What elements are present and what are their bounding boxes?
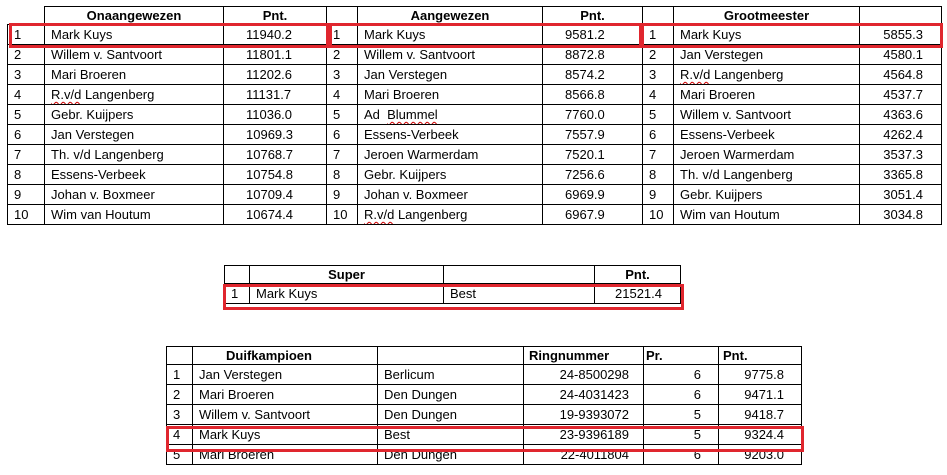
onaangewezen-pnt: 10768.7	[224, 145, 327, 165]
onaangewezen-pnt-header: Pnt.	[224, 7, 327, 25]
table-row	[8, 65, 942, 85]
onaangewezen-name: Mark Kuys	[45, 25, 224, 45]
super-table	[224, 265, 681, 304]
onaangewezen-pnt: 10754.8	[224, 165, 327, 185]
aangewezen-rank: 5	[327, 105, 358, 125]
duif-rank: 4	[167, 425, 193, 445]
aangewezen-rank: 4	[327, 85, 358, 105]
duif-ring: 24-4031423	[524, 385, 644, 405]
onaangewezen-pnt: 11131.7	[224, 85, 327, 105]
table-row	[225, 284, 681, 304]
duif-pnt: 9418.7	[719, 405, 802, 425]
aangewezen-name: Willem v. Santvoort	[358, 45, 543, 65]
duif-place: Den Dungen	[378, 445, 524, 465]
duifkampioen-header-row	[167, 347, 802, 365]
duif-name: Willem v. Santvoort	[193, 405, 378, 425]
duif-name: Mark Kuys	[193, 425, 378, 445]
super-header: Super	[250, 266, 444, 284]
grootmeester-name: Jan Verstegen	[674, 45, 860, 65]
table-row	[167, 445, 802, 465]
grootmeester-name: Jeroen Warmerdam	[674, 145, 860, 165]
aangewezen-name: Gebr. Kuijpers	[358, 165, 543, 185]
onaangewezen-pnt: 11202.6	[224, 65, 327, 85]
duif-name: Mari Broeren	[193, 385, 378, 405]
table-row	[8, 125, 942, 145]
super-pnt-header: Pnt.	[595, 266, 681, 284]
table-row	[8, 105, 942, 125]
grootmeester-header: Grootmeester	[674, 7, 860, 25]
duifkampioen-table	[166, 346, 802, 465]
table-row	[8, 85, 942, 105]
grootmeester-pnt: 4262.4	[860, 125, 942, 145]
aangewezen-name: Essens-Verbeek	[358, 125, 543, 145]
table-row	[167, 425, 802, 445]
grootmeester-pnt: 4363.6	[860, 105, 942, 125]
aangewezen-rank: 10	[327, 205, 358, 225]
super-rank: 1	[225, 284, 250, 304]
aangewezen-name: Jeroen Warmerdam	[358, 145, 543, 165]
onaangewezen-name: Willem v. Santvoort	[45, 45, 224, 65]
grootmeester-rank: 4	[643, 85, 674, 105]
grootmeester-name: Wim van Houtum	[674, 205, 860, 225]
aangewezen-name: Johan v. Boxmeer	[358, 185, 543, 205]
duif-ring: 19-9393072	[524, 405, 644, 425]
aangewezen-pnt: 7520.1	[543, 145, 643, 165]
top-header-row	[8, 7, 942, 25]
duif-ring: 23-9396189	[524, 425, 644, 445]
grootmeester-rank: 5	[643, 105, 674, 125]
aangewezen-name: R.v/d Langenberg	[358, 205, 543, 225]
onaangewezen-pnt: 11940.2	[224, 25, 327, 45]
duif-rank: 3	[167, 405, 193, 425]
onaangewezen-name: Mari Broeren	[45, 65, 224, 85]
table-row	[167, 405, 802, 425]
grootmeester-pnt: 3051.4	[860, 185, 942, 205]
onaangewezen-header: Onaangewezen	[45, 7, 224, 25]
onaangewezen-name: Johan v. Boxmeer	[45, 185, 224, 205]
onaangewezen-rank: 5	[8, 105, 45, 125]
duif-place: Berlicum	[378, 365, 524, 385]
aangewezen-name: Jan Verstegen	[358, 65, 543, 85]
aangewezen-pnt: 6969.9	[543, 185, 643, 205]
aangewezen-pnt-header: Pnt.	[543, 7, 643, 25]
duif-name: Mari Broeren	[193, 445, 378, 465]
table-row	[8, 45, 942, 65]
aangewezen-rank: 2	[327, 45, 358, 65]
pr-header: Pr.	[644, 347, 719, 365]
grootmeester-rank: 10	[643, 205, 674, 225]
onaangewezen-rank: 7	[8, 145, 45, 165]
grootmeester-pnt: 3034.8	[860, 205, 942, 225]
aangewezen-pnt: 7557.9	[543, 125, 643, 145]
onaangewezen-rank: 10	[8, 205, 45, 225]
duif-ring: 24-8500298	[524, 365, 644, 385]
aangewezen-header: Aangewezen	[358, 7, 543, 25]
aangewezen-pnt: 7760.0	[543, 105, 643, 125]
duif-rank: 5	[167, 445, 193, 465]
table-row	[8, 185, 942, 205]
onaangewezen-name: Gebr. Kuijpers	[45, 105, 224, 125]
grootmeester-name: Mari Broeren	[674, 85, 860, 105]
duif-place: Best	[378, 425, 524, 445]
grootmeester-name: Gebr. Kuijpers	[674, 185, 860, 205]
aangewezen-name: Mark Kuys	[358, 25, 543, 45]
grootmeester-rank: 2	[643, 45, 674, 65]
onaangewezen-pnt: 11036.0	[224, 105, 327, 125]
onaangewezen-rank: 6	[8, 125, 45, 145]
aangewezen-name: Mari Broeren	[358, 85, 543, 105]
aangewezen-rank: 1	[327, 25, 358, 45]
grootmeester-pnt: 4564.8	[860, 65, 942, 85]
duif-pr: 5	[644, 425, 719, 445]
grootmeester-name: Th. v/d Langenberg	[674, 165, 860, 185]
onaangewezen-rank: 3	[8, 65, 45, 85]
grootmeester-name: Mark Kuys	[674, 25, 860, 45]
grootmeester-pnt: 4537.7	[860, 85, 942, 105]
aangewezen-pnt: 9581.2	[543, 25, 643, 45]
duif-name: Jan Verstegen	[193, 365, 378, 385]
duif-place: Den Dungen	[378, 405, 524, 425]
super-pnt: 21521.4	[595, 284, 681, 304]
onaangewezen-rank: 4	[8, 85, 45, 105]
onaangewezen-rank: 1	[8, 25, 45, 45]
duif-pnt: 9203.0	[719, 445, 802, 465]
table-row	[8, 25, 942, 45]
duif-pnt: 9471.1	[719, 385, 802, 405]
duif-place: Den Dungen	[378, 385, 524, 405]
top-rankings-table	[7, 6, 942, 225]
duif-pnt-header: Pnt.	[719, 347, 802, 365]
onaangewezen-name: Jan Verstegen	[45, 125, 224, 145]
aangewezen-pnt: 7256.6	[543, 165, 643, 185]
duif-pnt: 9775.8	[719, 365, 802, 385]
duifkampioen-header: Duifkampioen	[193, 347, 378, 365]
onaangewezen-name: Th. v/d Langenberg	[45, 145, 224, 165]
table-row	[167, 385, 802, 405]
grootmeester-rank: 3	[643, 65, 674, 85]
grootmeester-name: Essens-Verbeek	[674, 125, 860, 145]
grootmeester-rank: 7	[643, 145, 674, 165]
onaangewezen-name: R.v/d Langenberg	[45, 85, 224, 105]
ring-header: Ringnummer	[524, 347, 644, 365]
onaangewezen-name: Essens-Verbeek	[45, 165, 224, 185]
grootmeester-rank: 1	[643, 25, 674, 45]
duif-pr: 6	[644, 365, 719, 385]
aangewezen-rank: 6	[327, 125, 358, 145]
table-row	[8, 145, 942, 165]
duif-pr: 6	[644, 385, 719, 405]
aangewezen-rank: 7	[327, 145, 358, 165]
table-row	[167, 365, 802, 385]
aangewezen-name: Ad Blummel	[358, 105, 543, 125]
super-header-row	[225, 266, 681, 284]
super-name: Mark Kuys	[250, 284, 444, 304]
aangewezen-rank: 9	[327, 185, 358, 205]
grootmeester-rank: 9	[643, 185, 674, 205]
super-place: Best	[444, 284, 595, 304]
onaangewezen-name: Wim van Houtum	[45, 205, 224, 225]
onaangewezen-rank: 2	[8, 45, 45, 65]
aangewezen-rank: 8	[327, 165, 358, 185]
duif-ring: 22-4011804	[524, 445, 644, 465]
aangewezen-rank: 3	[327, 65, 358, 85]
grootmeester-rank: 6	[643, 125, 674, 145]
grootmeester-name: R.v/d Langenberg	[674, 65, 860, 85]
onaangewezen-rank: 9	[8, 185, 45, 205]
grootmeester-pnt: 3537.3	[860, 145, 942, 165]
grootmeester-pnt: 4580.1	[860, 45, 942, 65]
onaangewezen-pnt: 10674.4	[224, 205, 327, 225]
duif-pr: 6	[644, 445, 719, 465]
grootmeester-name: Willem v. Santvoort	[674, 105, 860, 125]
duif-rank: 2	[167, 385, 193, 405]
duif-pr: 5	[644, 405, 719, 425]
aangewezen-pnt: 8872.8	[543, 45, 643, 65]
aangewezen-pnt: 6967.9	[543, 205, 643, 225]
grootmeester-rank: 8	[643, 165, 674, 185]
table-row	[8, 205, 942, 225]
table-row	[8, 165, 942, 185]
grootmeester-pnt: 5855.3	[860, 25, 942, 45]
onaangewezen-rank: 8	[8, 165, 45, 185]
duif-rank: 1	[167, 365, 193, 385]
onaangewezen-pnt: 10709.4	[224, 185, 327, 205]
aangewezen-pnt: 8574.2	[543, 65, 643, 85]
grootmeester-pnt: 3365.8	[860, 165, 942, 185]
onaangewezen-pnt: 10969.3	[224, 125, 327, 145]
aangewezen-pnt: 8566.8	[543, 85, 643, 105]
onaangewezen-pnt: 11801.1	[224, 45, 327, 65]
duif-pnt: 9324.4	[719, 425, 802, 445]
